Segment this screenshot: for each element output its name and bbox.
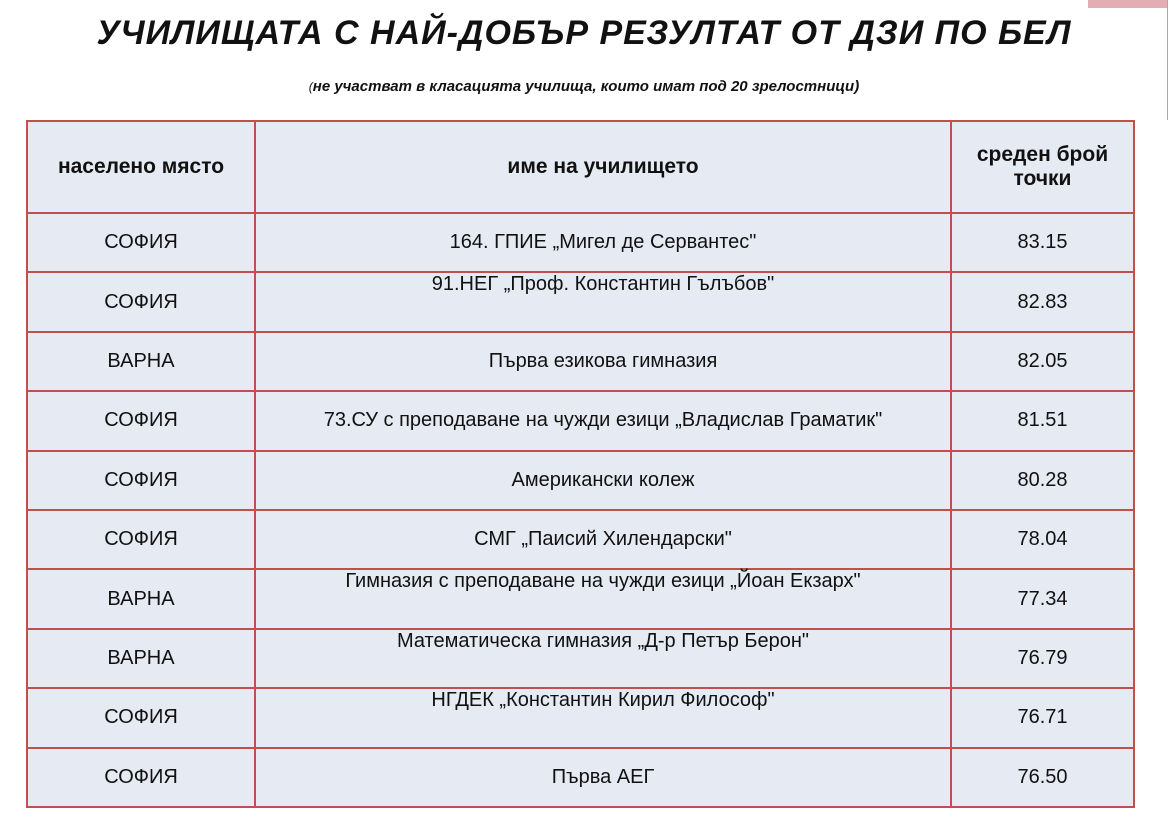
cell-city: СОФИЯ — [27, 272, 255, 331]
table-row — [27, 451, 1134, 510]
table-row — [27, 569, 1134, 628]
cell-score: 76.50 — [951, 748, 1134, 807]
cell-score: 82.83 — [951, 272, 1134, 331]
cell-score: 81.51 — [951, 391, 1134, 450]
cell-score: 77.34 — [951, 569, 1134, 628]
cell-score: 78.04 — [951, 510, 1134, 569]
table-header — [27, 121, 1134, 213]
cell-school: Първа езикова гимназия — [255, 332, 951, 391]
cell-score: 76.79 — [951, 629, 1134, 688]
table-row — [27, 688, 1134, 747]
table-row — [27, 748, 1134, 807]
cell-city: СОФИЯ — [27, 688, 255, 747]
subtitle-text: не участват в класацията училища, които имат под 20 зрелостници) — [312, 78, 860, 95]
subtitle-open-paren: ( — [308, 80, 313, 94]
cell-city: СОФИЯ — [27, 748, 255, 807]
cell-school: Гимназия с преподаване на чужди езици „Йоан Екзарх" — [255, 569, 951, 628]
cell-school: 164. ГПИЕ „Мигел де Сервантес" — [255, 213, 951, 272]
table-row — [27, 332, 1134, 391]
header-row — [27, 121, 1134, 213]
table-row — [27, 213, 1134, 272]
cell-city: СОФИЯ — [27, 213, 255, 272]
decorative-corner-bar — [1088, 0, 1168, 8]
table-row — [27, 272, 1134, 331]
cell-score: 80.28 — [951, 451, 1134, 510]
cell-school: Математическа гимназия „Д-р Петър Берон" — [255, 629, 951, 688]
cell-school: СМГ „Паисий Хилендарски" — [255, 510, 951, 569]
cell-score: 83.15 — [951, 213, 1134, 272]
table-row — [27, 629, 1134, 688]
cell-school: 73.СУ с преподаване на чужди езици „Владислав Граматик" — [255, 391, 951, 450]
header-city: населено място — [27, 121, 255, 213]
cell-score: 82.05 — [951, 332, 1134, 391]
page-subtitle — [0, 78, 1168, 95]
cell-score: 76.71 — [951, 688, 1134, 747]
table-row — [27, 510, 1134, 569]
ranking-table — [26, 120, 1135, 808]
cell-city: ВАРНА — [27, 332, 255, 391]
page-title: УЧИЛИЩАТА С НАЙ-ДОБЪР РЕЗУЛТАТ ОТ ДЗИ ПО БЕЛ — [96, 14, 1072, 52]
table-body — [27, 213, 1134, 807]
header-score: среден брой точки — [951, 121, 1134, 213]
cell-city: СОФИЯ — [27, 391, 255, 450]
cell-school: Американски колеж — [255, 451, 951, 510]
cell-school: НГДЕК „Константин Кирил Философ" — [255, 688, 951, 747]
cell-city: ВАРНА — [27, 629, 255, 688]
cell-city: СОФИЯ — [27, 451, 255, 510]
header-school: име на училището — [255, 121, 951, 213]
table-row — [27, 391, 1134, 450]
cell-school: Първа АЕГ — [255, 748, 951, 807]
cell-school: 91.НЕГ „Проф. Константин Гълъбов" — [255, 272, 951, 331]
cell-city: СОФИЯ — [27, 510, 255, 569]
cell-city: ВАРНА — [27, 569, 255, 628]
